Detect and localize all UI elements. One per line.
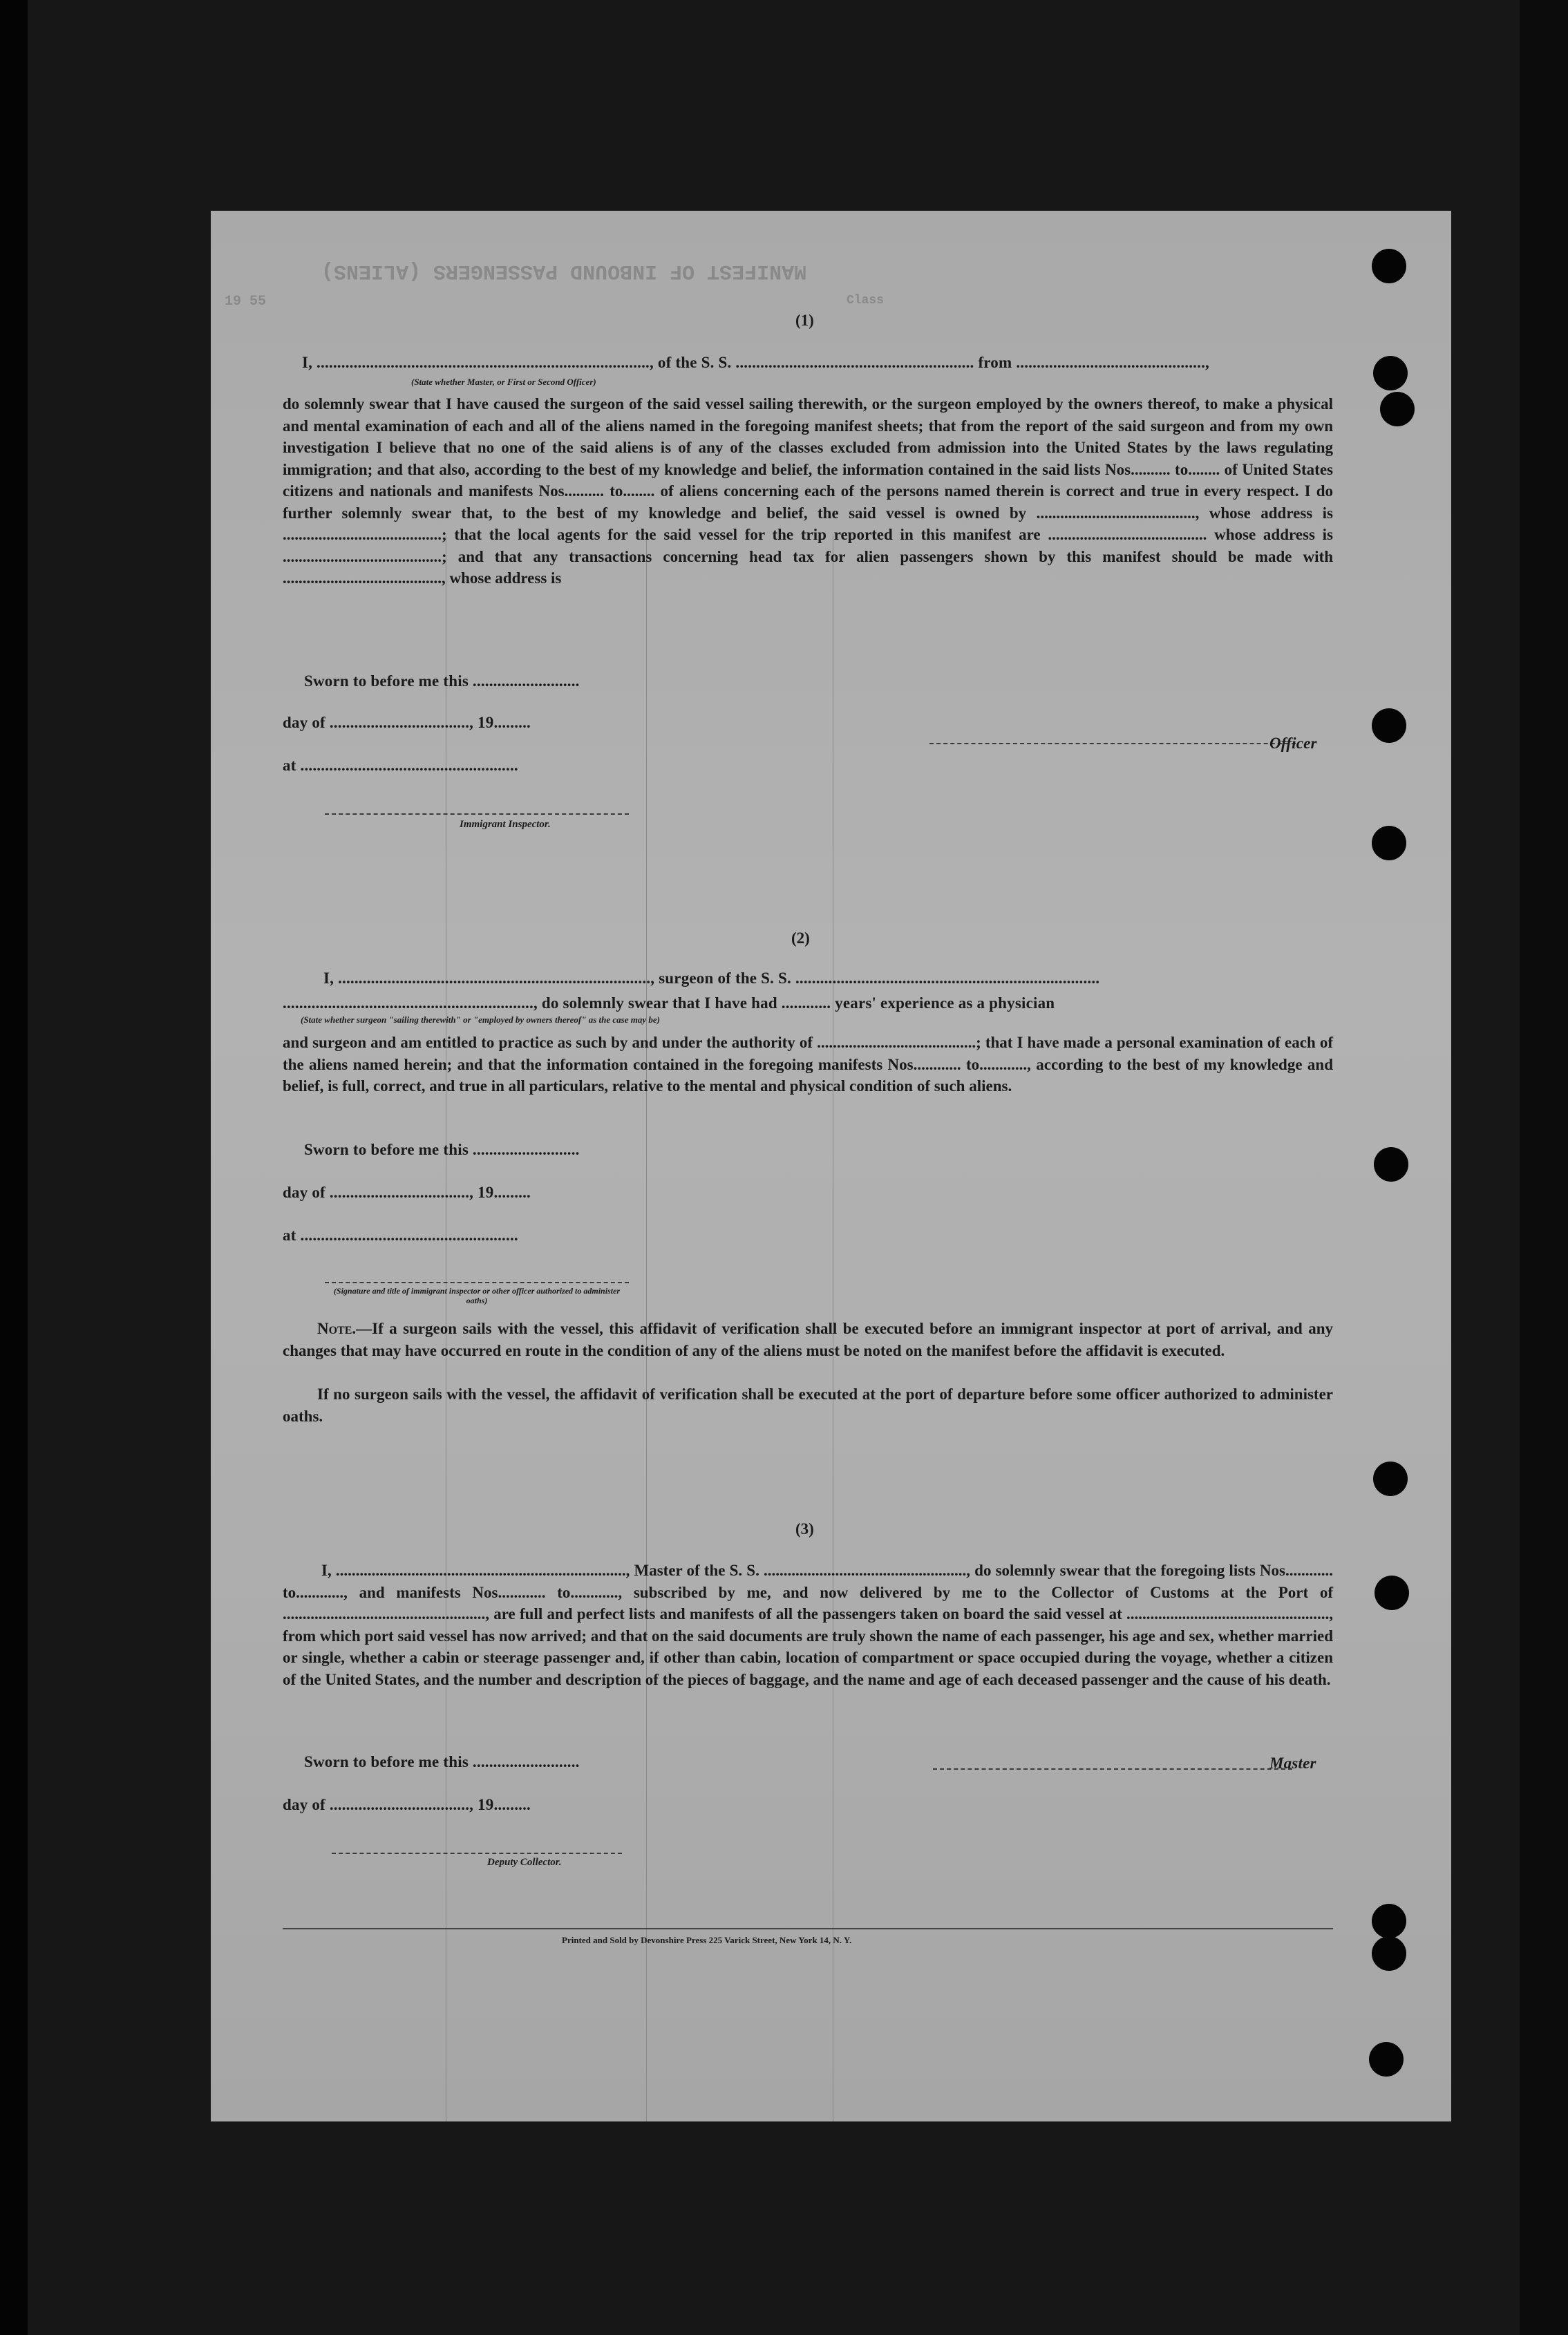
- punch-hole: [1380, 392, 1415, 426]
- section-2-number: (2): [791, 929, 810, 947]
- note-text: —If a surgeon sails with the vessel, this affidavit of verification shall be executed before an immigrant inspector at port of arrival, and any changes that may have occurred en route in the condition of any of the aliens must be noted on the manifest before the affidavit is executed.: [283, 1320, 1333, 1359]
- section-2-at: at .....................................................: [283, 1227, 518, 1244]
- section-3-day: day of .................................., 19.........: [283, 1796, 531, 1813]
- printer-imprint: Printed and Sold by Devonshire Press 225 Varick Street, New York 14, N. Y.: [562, 1935, 852, 1945]
- section-2-signature-line: [325, 1282, 629, 1283]
- section-1-at: at .....................................................: [283, 757, 518, 774]
- section-2-caption: (State whether surgeon "sailing therewith" or "employed by owners thereof" as the case may be): [301, 1014, 660, 1025]
- note-label: Note.: [317, 1320, 357, 1337]
- scanner-frame-right: [1520, 0, 1568, 2335]
- section-1-day: day of .................................., 19.........: [283, 714, 531, 731]
- section-2-note: [283, 1318, 1333, 1361]
- section-2-signer-title: (Signature and title of immigrant inspector or other officer authorized to administer oaths): [333, 1286, 621, 1305]
- manifest-page: [211, 211, 1451, 2121]
- punch-hole: [1373, 356, 1408, 390]
- section-3-sworn: Sworn to before me this ..........................: [304, 1753, 580, 1770]
- punch-hole: [1369, 2042, 1404, 2077]
- bleed-through-title: MANIFEST OF INBOUND PASSENGERS (ALIENS): [321, 259, 807, 283]
- section-2-note-2: If no surgeon sails with the vessel, the affidavit of verification shall be executed at the port of departure before some officer authorized to administer oaths.: [283, 1386, 1333, 1425]
- scanner-frame-left: [0, 0, 28, 2335]
- section-2-day: day of .................................., 19.........: [283, 1184, 531, 1201]
- section-3-number: (3): [795, 1520, 814, 1538]
- section-2-oath-line: I, ............................................................................, surgeon of the S. S. ..........................................................................: [323, 970, 1100, 987]
- section-3-signer-title: Deputy Collector.: [487, 1857, 562, 1868]
- officer-signature-line: [929, 743, 1296, 744]
- master-label: Master: [1269, 1755, 1316, 1772]
- section-2-paragraph: and surgeon and am entitled to practice as such by and under the authority of ........................................; that I have made a personal examination of each of the aliens named herein; and that the information contained in the foregoing manifests Nos............ to............, according to the best of my knowledge and belief, is full, correct, and true in all particulars, relative to the mental and physical condition of such aliens.: [283, 1034, 1333, 1095]
- section-1-oath-line: I, ................................................................................., of the S. S. .......................................................... from ..............................................,: [302, 354, 1209, 371]
- officer-label: Officer: [1269, 735, 1317, 752]
- section-1-sworn: Sworn to before me this ..........................: [304, 672, 580, 690]
- section-2-sworn: Sworn to before me this ..........................: [304, 1141, 580, 1158]
- section-2-solemn-line: ............................................................., do solemnly swear that I have had ............ years' experience as a physician: [283, 994, 1055, 1012]
- punch-hole: [1372, 708, 1406, 743]
- punch-hole: [1375, 1576, 1409, 1610]
- section-3-paragraph: I, ........................................................................., Master of the S. S. ..................................................., do solemnly swear that the foregoing lists Nos............ to............, and manifests Nos............ to............, subscribed by me, and now delivered by me to the Collector of Customs at the Port of ..................................................., are full and perfect lists and manifests of all the passengers taken on board the said vessel at ..................................................., from which port said vessel has now arrived; and that on the said documents are truly shown the name of each passenger, his age and sex, whether married or single, whether a cabin or steerage passenger and, if other than cabin, location of compartment or space occupied during the voyage, whether a citizen of the United States, and the number and description of the pieces of baggage, and the name and age of each deceased passenger and the cause of his death.: [283, 1562, 1333, 1688]
- section-1-signer-title: Immigrant Inspector.: [460, 819, 551, 830]
- section-1-signature-line: [325, 813, 629, 815]
- punch-hole: [1374, 1147, 1408, 1182]
- bleed-through-page-note: 19 55: [225, 294, 267, 310]
- section-1-number: (1): [795, 312, 814, 329]
- footer-rule: [283, 1928, 1333, 1929]
- section-3-signature-line: [332, 1853, 622, 1854]
- punch-hole: [1373, 1462, 1408, 1496]
- bleed-through-class: Class: [847, 294, 885, 308]
- master-signature-line: [933, 1768, 1292, 1770]
- punch-hole: [1372, 249, 1406, 283]
- section-1-caption: (State whether Master, or First or Second Officer): [411, 377, 596, 387]
- punch-hole: [1372, 1904, 1406, 1938]
- section-1-paragraph: do solemnly swear that I have caused the surgeon of the said vessel sailing therewith, or the surgeon employed by the owners thereof, to make a physical and mental examination of each and all of the aliens named in the foregoing manifest sheets; that from the report of the said surgeon and from my own investigation I believe that no one of the said aliens is of any of the classes excluded from admission into the United States by the laws regulating immigration; and that also, according to the best of my knowledge and belief, the information contained in the said lists Nos.......... to........ of United States citizens and nationals and manifests Nos.......... to........ of aliens concerning each of the persons named therein is correct and true in every respect. I do further solemnly swear that, to the best of my knowledge and belief, the said vessel is owned by ........................................, whose address is ........................................; that the local agents for the said vessel for the trip reported in this manifest are ........................................ whose address is ........................................; and that any transactions concerning head tax for alien passengers shown by this manifest should be made with ........................................, whose address is: [283, 395, 1333, 587]
- punch-hole: [1372, 826, 1406, 860]
- punch-hole: [1372, 1936, 1406, 1971]
